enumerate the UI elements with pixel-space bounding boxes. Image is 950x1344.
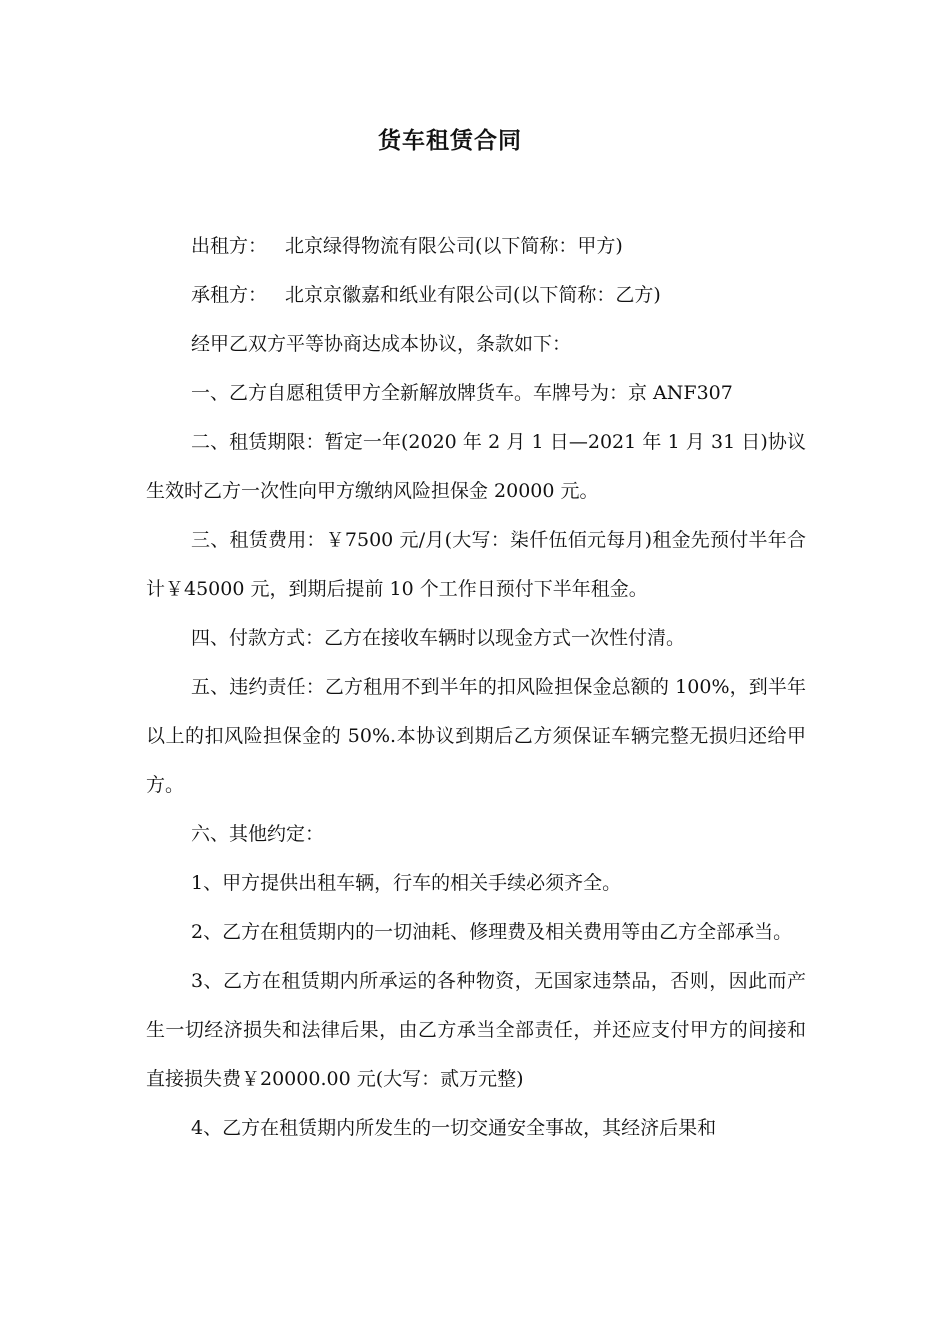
clause-3: 三、租赁费用：￥7500 元/月(大写：柒仟伍佰元每月)租金先预付半年合计￥45000 元，到期后提前 10 个工作日预付下半年租金。: [146, 529, 806, 600]
sub-clause-3: 3、乙方在租赁期内所承运的各种物资，无国家违禁品，否则，因此而产生一切经济损失和法律后果，由乙方承当全部责任，并还应支付甲方的间接和直接损失费￥20000.00 元(大写：贰万元整): [146, 970, 806, 1090]
document-title: 货车租赁合同: [378, 128, 522, 154]
lessee-value: 北京京徽嘉和纸业有限公司(以下简称：乙方): [285, 284, 661, 306]
clause-4: 四、付款方式：乙方在接收车辆时以现金方式一次性付清。: [191, 627, 686, 649]
lessee-line: [146, 271, 806, 320]
sub-clause-2: 2、乙方在租赁期内的一切油耗、修理费及相关费用等由乙方全部承当。: [191, 921, 793, 943]
lessor-line: [146, 222, 806, 271]
clause-5: 五、违约责任：乙方租用不到半年的扣风险担保金总额的 100%，到半年以上的扣风险担保金的 50%.本协议到期后乙方须保证车辆完整无损归还给甲方。: [146, 676, 806, 796]
sub-clause-4: 4、乙方在租赁期内所发生的一切交通安全事故，其经济后果和: [191, 1117, 717, 1139]
document-body: [146, 222, 806, 1153]
clause-1: 一、乙方自愿租赁甲方全新解放牌货车。车牌号为：京 ANF307: [191, 382, 733, 404]
clause-2: 二、租赁期限：暂定一年(2020 年 2 月 1 日—2021 年 1 月 31 日)协议生效时乙方一次性向甲方缴纳风险担保金 20000 元。: [146, 431, 806, 502]
lessee-label: 承租方：: [191, 284, 268, 306]
lessor-value: 北京绿得物流有限公司(以下简称：甲方): [285, 235, 623, 257]
sub-clause-1: 1、甲方提供出租车辆，行车的相关手续必须齐全。: [191, 872, 622, 894]
intro-paragraph: 经甲乙双方平等协商达成本协议，条款如下：: [191, 333, 572, 355]
clause-6: 六、其他约定：: [191, 823, 325, 845]
lessor-label: 出租方：: [191, 235, 268, 257]
